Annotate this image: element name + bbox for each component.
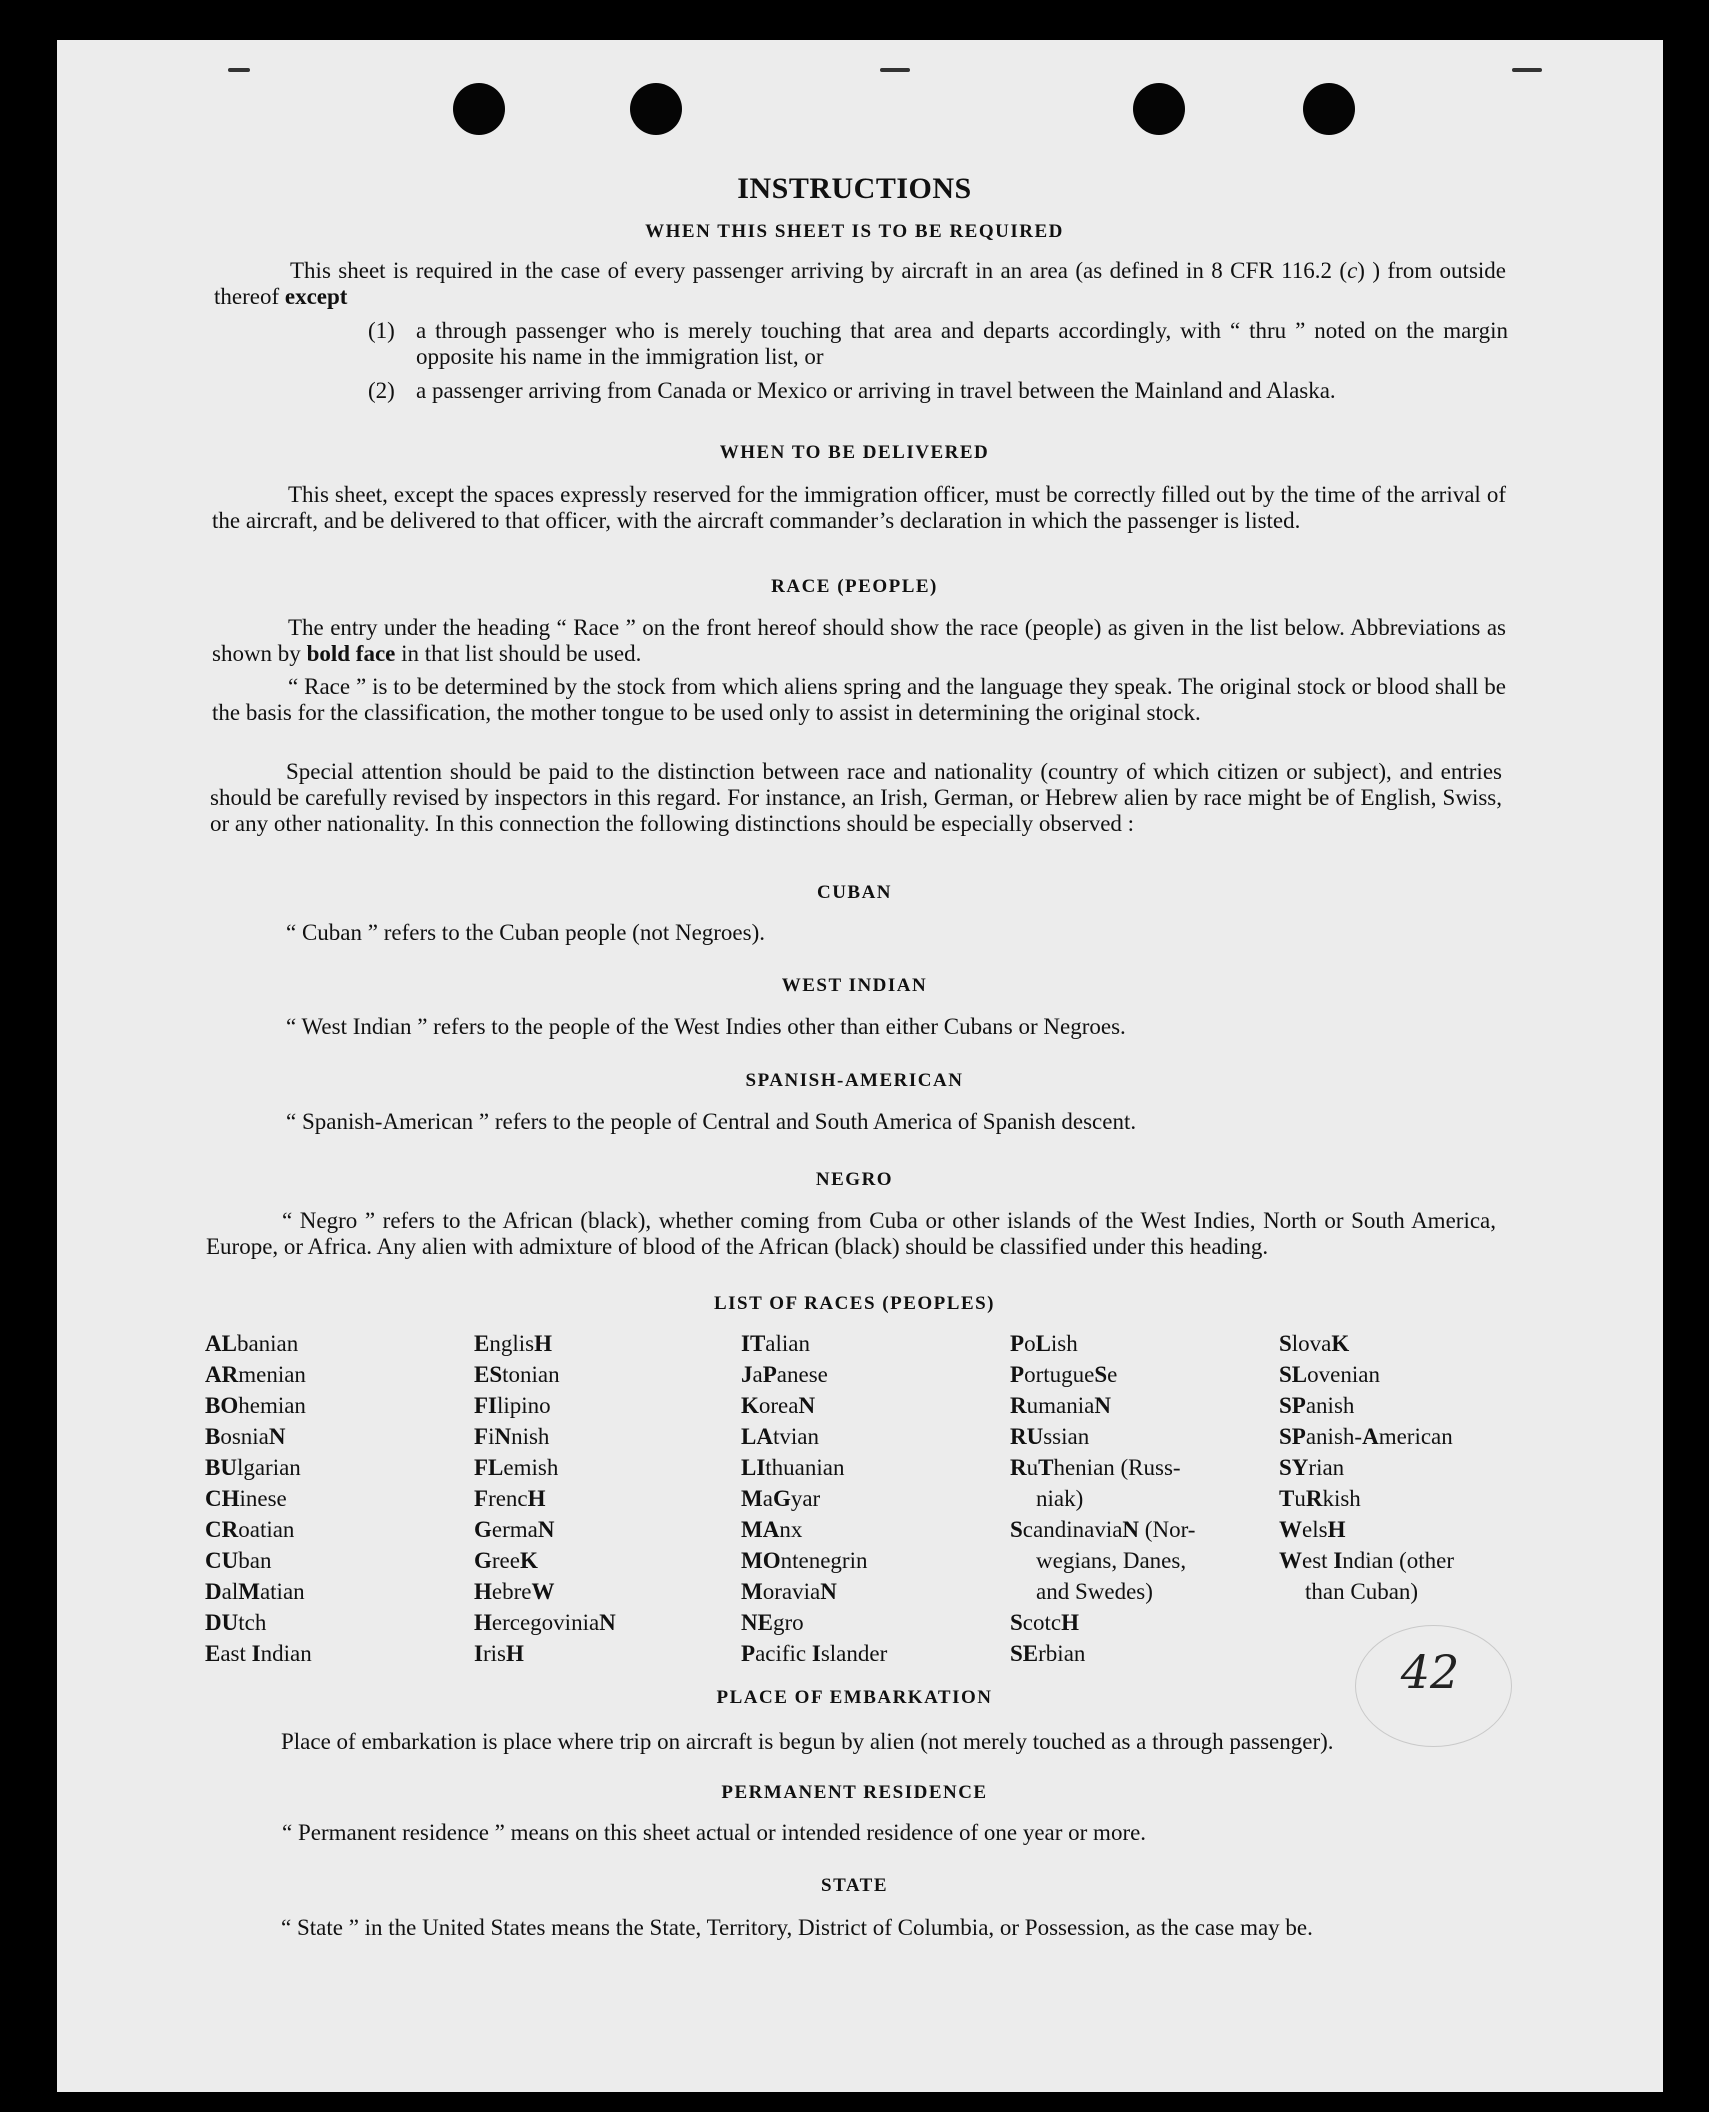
race-entry: TuRkish [1279, 1486, 1361, 1511]
race-list-column [1279, 1328, 1454, 1607]
race-entry: RumaniaN [1010, 1393, 1111, 1418]
punch-hole [1133, 83, 1185, 135]
section-heading: WHEN TO BE DELIVERED [719, 442, 990, 463]
race-entry: PortugueSe [1010, 1362, 1118, 1387]
race-entry: FiNnish [474, 1424, 550, 1449]
race-entry: EnglisH [474, 1331, 552, 1356]
race-entry: SYrian [1279, 1455, 1345, 1480]
race-entry: CUban [205, 1548, 272, 1573]
section-heading: CUBAN [816, 882, 893, 903]
race-entry-continuation: wegians, Danes, [1036, 1548, 1187, 1573]
section-heading: STATE [821, 1875, 888, 1896]
race-entry: ScotcH [1010, 1610, 1079, 1635]
race-entry: BosniaN [205, 1424, 286, 1449]
section-heading: WEST INDIAN [781, 975, 928, 996]
race-list-column [1010, 1328, 1195, 1669]
paragraph: “ West Indian ” refers to the people of the West Indies other than either Cubans or Negroes. [286, 1014, 1126, 1039]
race-entry: Pacific Islander [741, 1641, 888, 1666]
race-entry: DUtch [205, 1610, 267, 1635]
race-entry: SErbian [1010, 1641, 1086, 1666]
paragraph: “ Race ” is to be determined by the stock from which aliens spring and the language they speak. The original stock or blood shall be the basis for the classification, the mother tongue to be used only to assist in determining the original stock. [212, 674, 1506, 725]
section-heading: PLACE OF EMBARKATION [716, 1687, 993, 1708]
race-entry: DalMatian [205, 1579, 305, 1604]
race-entry: HercegoviniaN [474, 1610, 616, 1635]
race-entry: BOhemian [205, 1393, 306, 1418]
race-entry: SlovaK [1279, 1331, 1350, 1356]
race-entry: MOntenegrin [741, 1548, 868, 1573]
race-entry: PoLish [1010, 1331, 1078, 1356]
paragraph: “ State ” in the United States means the State, Territory, District of Columbia, or Possession, as the case may be. [281, 1915, 1313, 1940]
paragraph: This sheet, except the spaces expressly reserved for the immigration officer, must be correctly filled out by the time of the arrival of the aircraft, and be delivered to that officer, with the aircraft commander’s declaration in which the passenger is listed. [212, 482, 1506, 533]
race-entry: CHinese [205, 1486, 287, 1511]
page-title: INSTRUCTIONS [737, 172, 972, 205]
race-list-column [474, 1328, 616, 1669]
handwritten-mark: 42 [1400, 1645, 1460, 1699]
punch-hole [630, 83, 682, 135]
race-entry-continuation: and Swedes) [1036, 1579, 1153, 1604]
race-entry: FIlipino [474, 1393, 551, 1418]
race-entry: JaPanese [741, 1362, 828, 1387]
race-list-column [741, 1328, 887, 1669]
race-entry: MaGyar [741, 1486, 821, 1511]
race-entry: NEgro [741, 1610, 804, 1635]
race-entry: LAtvian [741, 1424, 819, 1449]
paragraph: “ Spanish-American ” refers to the people of Central and South America of Spanish descent. [286, 1109, 1137, 1134]
paragraph: “ Cuban ” refers to the Cuban people (not Negroes). [286, 920, 766, 945]
race-entry-continuation: niak) [1036, 1486, 1084, 1511]
section-heading: RACE (PEOPLE) [771, 576, 938, 597]
race-entry: RUssian [1010, 1424, 1090, 1449]
race-entry: KoreaN [741, 1393, 816, 1418]
paragraph: “ Negro ” refers to the African (black), whether coming from Cuba or other islands of the West Indies, North or South America, Europe, or Africa. Any alien with admixture of blood of the African (black) should be classified under this heading. [206, 1208, 1496, 1259]
paragraph: “ Permanent residence ” means on this sheet actual or intended residence of one year or more. [282, 1820, 1147, 1845]
race-entry: ITalian [741, 1331, 810, 1356]
punch-hole [1303, 83, 1355, 135]
paragraph: Special attention should be paid to the distinction between race and nationality (country of which citizen or subject), and entries should be carefully revised by inspectors in this regard. For instance, an Irish, German, or Hebrew alien by race might be of English, Swiss, or any other nationality. In this connection the following distinctions should be especially observed : [210, 759, 1502, 836]
race-entry: HebreW [474, 1579, 555, 1604]
edge-mark [880, 68, 910, 72]
race-entry: GermaN [474, 1517, 555, 1542]
race-entry: RuThenian (Russ- [1010, 1455, 1181, 1480]
race-entry: ScandinaviaN (Nor- [1010, 1517, 1196, 1542]
edge-mark [228, 68, 250, 72]
race-entry: ARmenian [205, 1362, 306, 1387]
race-entry: IrisH [474, 1641, 524, 1666]
race-entry: SPanish-American [1279, 1424, 1453, 1449]
race-entry: GreeK [474, 1548, 538, 1573]
race-list-column [205, 1328, 312, 1669]
paragraph: Place of embarkation is place where trip on aircraft is begun by alien (not merely touched as a through passenger). [281, 1729, 1334, 1754]
race-entry: MAnx [741, 1517, 803, 1542]
edge-mark [1512, 68, 1542, 72]
race-entry-continuation: than Cuban) [1305, 1579, 1419, 1604]
section-heading: LIST OF RACES (PEOPLES) [713, 1293, 996, 1314]
section-heading: PERMANENT RESIDENCE [721, 1782, 988, 1803]
race-entry: MoraviaN [741, 1579, 837, 1604]
race-entry: West Indian (other [1279, 1548, 1455, 1573]
punch-hole [453, 83, 505, 135]
race-entry: East Indian [205, 1641, 312, 1666]
race-entry: ALbanian [205, 1331, 299, 1356]
race-entry: SLovenian [1279, 1362, 1380, 1387]
race-entry: FLemish [474, 1455, 559, 1480]
section-heading: WHEN THIS SHEET IS TO BE REQUIRED [645, 221, 1064, 242]
race-entry: LIthuanian [741, 1455, 845, 1480]
race-entry: FrencH [474, 1486, 546, 1511]
section-heading: SPANISH-AMERICAN [745, 1070, 964, 1091]
race-entry: WelsH [1279, 1517, 1346, 1542]
section-heading: NEGRO [815, 1169, 894, 1190]
race-entry: BUlgarian [205, 1455, 301, 1480]
paragraph: The entry under the heading “ Race ” on the front hereof should show the race (people) as given in the list below. Abbreviations as shown by bold face in that list should be used. [212, 615, 1506, 666]
race-entry: SPanish [1279, 1393, 1355, 1418]
race-entry: CRoatian [205, 1517, 295, 1542]
race-entry: EStonian [474, 1362, 560, 1387]
paragraph: This sheet is required in the case of every passenger arriving by aircraft in an area (as defined in 8 CFR 116.2 (c) ) from outside thereof except [214, 258, 1506, 309]
